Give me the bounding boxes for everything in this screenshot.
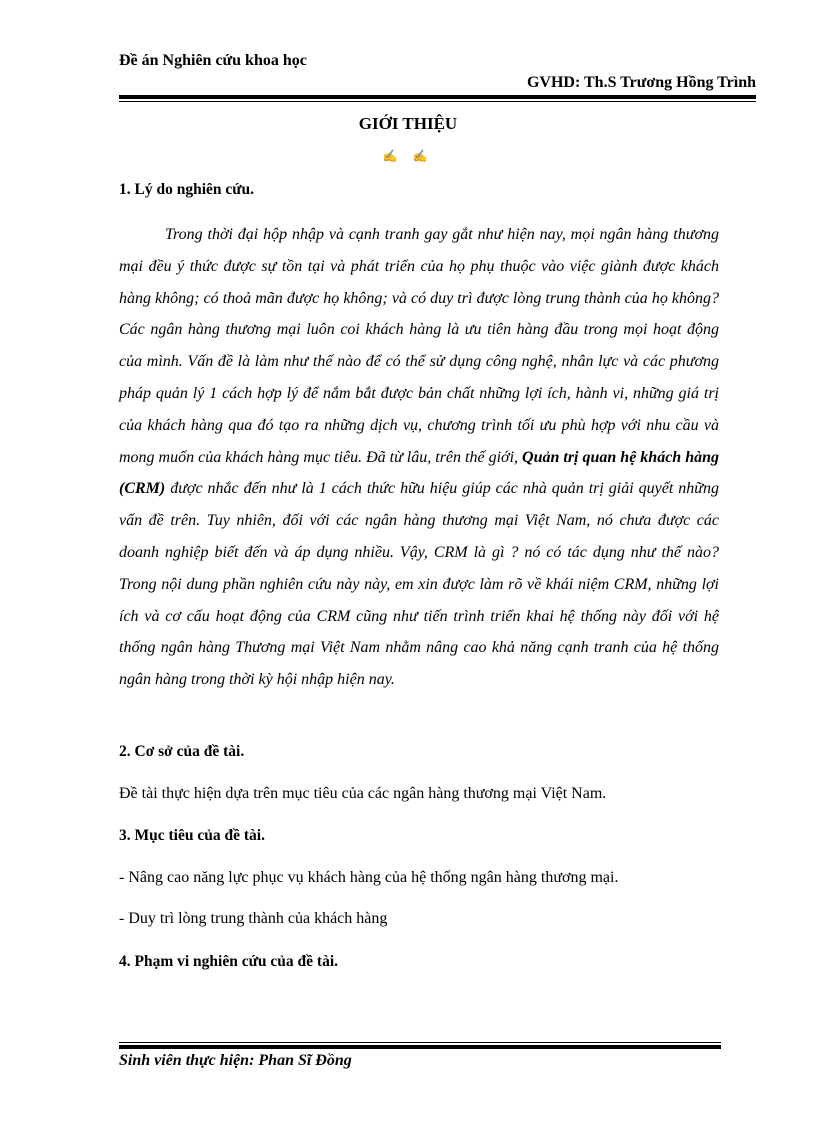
section1-text-part1: Trong thời đại hộp nhập và cạnh tranh gay gắt như hiện nay, mọi ngân hàng thương mại đều ý thức được sự tồn tại và phát triển của họ phụ thuộc vào việc giành được khách hàng không; có thoả mãn được họ không; và có duy trì được lòng trung thành của họ không? Các ngân hàng thương mại luôn coi khách hàng là ưu tiên hàng đầu trong mọi hoạt động của mình. Vấn đề là làm như thế nào để có thể sử dụng công nghệ, nhân lực và các phương pháp quản lý 1 cách hợp lý để nắm bắt được bản chất những lợi ích, hành vi, những giá trị của khách hàng qua đó tạo ra những dịch vụ, chương trình tối ưu phù hợp với nhu cầu và mong muốn của khách hàng mục tiêu. Đã từ lâu, trên thế giới, [119, 226, 719, 466]
section1-paragraph [119, 219, 719, 696]
section4-heading: 4. Phạm vi nghiên cứu của đề tài. [119, 953, 338, 970]
section1-text-bold: Quản trị quan hệ khách hàng (CRM) [119, 448, 720, 498]
page-title: GIỚI THIỆU [358, 114, 458, 133]
footer-student: Sinh viên thực hiện: Phan Sĩ Đồng [119, 1052, 352, 1069]
section1-text-part2: được nhắc đến như là 1 cách thức hữu hiệu giúp các nhà quản trị giải quyết những vấn đề trên. Tuy nhiên, đối với các ngân hàng thương mại Việt Nam, nó chưa được các doanh nghiệp biết đến và áp dụng nhiều. Vậy, CRM là gì ? nó có tác dụng như thế nào? Trong nội dung phần nghiên cứu này này, em xin được làm rõ về khái niệm CRM, những lợi ích và cơ cấu hoạt động của CRM cũng như tiến trình triển khai hệ thống này đối với hệ thống ngân hàng Thương mại Việt Nam nhằm nâng cao khả năng cạnh tranh của hệ thống ngân hàng trong thời kỳ hội nhập hiện nay. [119, 480, 719, 689]
section3-item-2: - Duy trì lòng trung thành của khách hàng [119, 910, 388, 927]
ornament-pen-icon: ✍ ✍ [382, 149, 434, 163]
header-advisor: GVHD: Th.S Trương Hồng Trình [526, 74, 756, 91]
header-rule-thin [119, 101, 756, 102]
section3-item-1: - Nâng cao năng lực phục vụ khách hàng của hệ thống ngân hàng thương mại. [119, 869, 619, 886]
section1-heading: 1. Lý do nghiên cứu. [119, 181, 255, 198]
section2-text: Đề tài thực hiện dựa trên mục tiêu của các ngân hàng thương mại Việt Nam. [119, 785, 607, 802]
section3-heading: 3. Mục tiêu của đề tài. [119, 827, 265, 844]
footer-rule-thick [119, 1045, 721, 1049]
footer-rule-thin [119, 1042, 721, 1043]
section2-heading: 2. Cơ sở của đề tài. [119, 743, 245, 760]
header-project-title: Đề án Nghiên cứu khoa học [119, 52, 307, 69]
header-rule-thick [119, 95, 756, 99]
